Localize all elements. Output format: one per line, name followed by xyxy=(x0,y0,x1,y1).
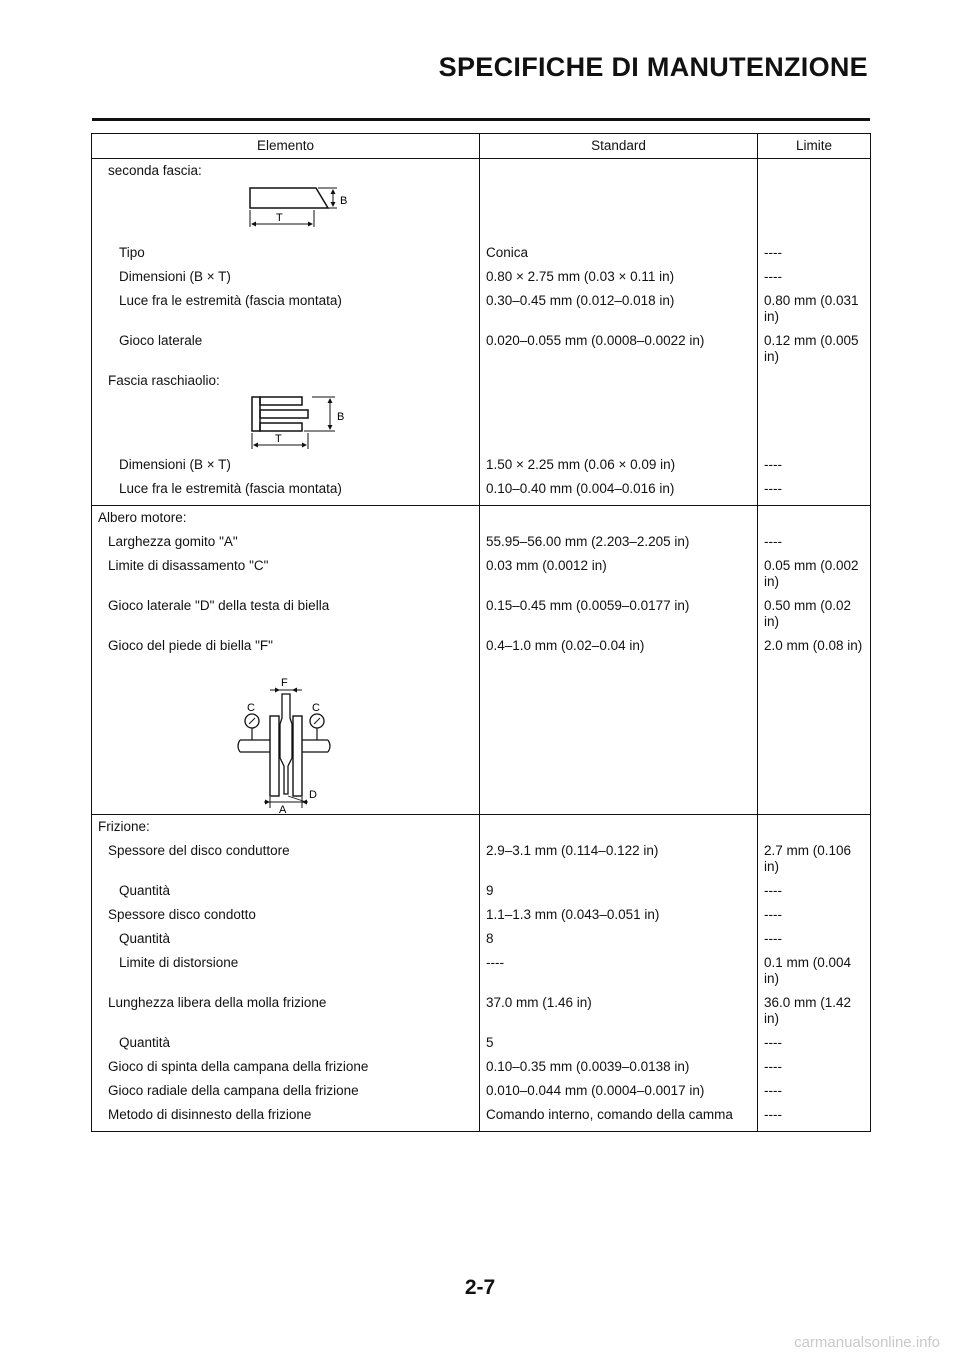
header-standard: Standard xyxy=(480,134,758,159)
clutch-row-item: Quantità xyxy=(119,1035,171,1050)
watermark: carmanualsonline.info xyxy=(794,1334,940,1351)
piston-rings-group xyxy=(92,159,871,506)
clutch-row-standard: ---- xyxy=(486,955,504,970)
crankshaft-row-item: Gioco laterale "D" della testa di biella xyxy=(108,598,330,613)
second-ring-row-item: Gioco laterale xyxy=(119,333,203,348)
second-ring-row-standard: 0.80 × 2.75 mm (0.03 × 0.11 in) xyxy=(486,269,675,284)
crankshaft-limit-column xyxy=(758,506,871,815)
crankshaft-diagram xyxy=(92,674,480,814)
second-ring-row-limit: ---- xyxy=(764,245,782,260)
second-ring-row-limit: ---- xyxy=(764,269,782,284)
oil-ring-row-limit: ---- xyxy=(764,457,782,472)
crankshaft-label-c-right: C xyxy=(312,702,320,714)
clutch-row-limit: 36.0 mm (1.42 in) xyxy=(764,995,852,1026)
second-ring-heading: seconda fascia: xyxy=(108,163,202,178)
second-ring-row-limit: 0.12 mm (0.005 in) xyxy=(764,333,859,364)
oil-ring-heading: Fascia raschiaolio: xyxy=(108,373,220,388)
clutch-row-item: Lunghezza libera della molla frizione xyxy=(108,995,327,1010)
second-ring-row-limit: 0.80 mm (0.031 in) xyxy=(764,293,859,324)
oil-ring-row-item: Luce fra le estremità (fascia montata) xyxy=(119,481,342,496)
header-limit: Limite xyxy=(758,134,871,159)
crankshaft-row-item: Larghezza gomito "A" xyxy=(108,534,238,549)
clutch-row-item: Metodo di disinnesto della frizione xyxy=(108,1107,312,1122)
title-rule xyxy=(92,118,870,121)
second-ring-diagram xyxy=(92,183,480,241)
oil-ring-label-t: T xyxy=(275,433,282,445)
clutch-standard-column xyxy=(480,815,758,1132)
crankshaft-row-standard: 0.03 mm (0.0012 in) xyxy=(486,558,607,573)
clutch-row-standard: 0.010–0.044 mm (0.0004–0.0017 in) xyxy=(486,1083,705,1098)
clutch-limit-column xyxy=(758,815,871,1132)
clutch-row-standard: Comando interno, comando della camma xyxy=(486,1107,733,1122)
clutch-row-limit: ---- xyxy=(764,907,782,922)
crankshaft-row-item: Limite di disassamento "C" xyxy=(108,558,269,573)
clutch-row-item: Quantità xyxy=(119,931,171,946)
maintenance-spec-table xyxy=(91,133,871,1132)
clutch-row-item: Quantità xyxy=(119,883,171,898)
crankshaft-heading: Albero motore: xyxy=(98,510,187,525)
clutch-row-item: Spessore disco condotto xyxy=(108,907,256,922)
crankshaft-standard-column xyxy=(480,506,758,815)
clutch-row-standard: 1.1–1.3 mm (0.043–0.051 in) xyxy=(486,907,660,922)
crankshaft-label-a: A xyxy=(279,804,287,814)
clutch-row-limit: ---- xyxy=(764,931,782,946)
clutch-item-column xyxy=(92,815,480,1132)
header-item: Elemento xyxy=(92,134,480,159)
crankshaft-item-column xyxy=(92,506,480,815)
clutch-row-standard: 0.10–0.35 mm (0.0039–0.0138 in) xyxy=(486,1059,690,1074)
page-title: SPECIFICHE DI MANUTENZIONE xyxy=(438,52,868,82)
clutch-row-item: Spessore del disco conduttore xyxy=(108,843,290,858)
clutch-row-item: Limite di distorsione xyxy=(119,955,239,970)
crankshaft-row-limit: 0.05 mm (0.002 in) xyxy=(764,558,859,589)
clutch-row-limit: ---- xyxy=(764,1035,782,1050)
table-header-row xyxy=(92,134,871,159)
oil-ring-diagram xyxy=(92,393,480,453)
crankshaft-row-limit: ---- xyxy=(764,534,782,549)
clutch-row-standard: 2.9–3.1 mm (0.114–0.122 in) xyxy=(486,843,659,858)
crankshaft-row-item: Gioco del piede di biella "F" xyxy=(108,638,273,653)
crankshaft-row-standard: 55.95–56.00 mm (2.203–2.205 in) xyxy=(486,534,690,549)
second-ring-row-standard: Conica xyxy=(486,245,529,260)
oil-ring-row-item: Dimensioni (B × T) xyxy=(119,457,231,472)
clutch-row-standard: 9 xyxy=(486,883,494,898)
crankshaft-label-d: D xyxy=(309,789,317,801)
crankshaft-row-limit: 0.50 mm (0.02 in) xyxy=(764,598,852,629)
clutch-row-item: Gioco di spinta della campana della frizione xyxy=(108,1059,369,1074)
oil-ring-row-standard: 0.10–0.40 mm (0.004–0.016 in) xyxy=(486,481,675,496)
piston-rings-standard-column xyxy=(480,159,758,506)
clutch-row-limit: 0.1 mm (0.004 in) xyxy=(764,955,852,986)
second-ring-row-standard: 0.30–0.45 mm (0.012–0.018 in) xyxy=(486,293,675,308)
clutch-row-item: Gioco radiale della campana della frizione xyxy=(108,1083,359,1098)
second-ring-label-t: T xyxy=(276,212,283,224)
crankshaft-label-c-left: C xyxy=(247,702,255,714)
oil-ring-row-standard: 1.50 × 2.25 mm (0.06 × 0.09 in) xyxy=(486,457,676,472)
clutch-row-standard: 37.0 mm (1.46 in) xyxy=(486,995,592,1010)
crankshaft-group xyxy=(92,506,871,815)
clutch-row-limit: ---- xyxy=(764,883,782,898)
clutch-row-limit: ---- xyxy=(764,1107,782,1122)
page-number: 2-7 xyxy=(464,1276,496,1299)
clutch-heading: Frizione: xyxy=(98,819,150,834)
crankshaft-row-standard: 0.15–0.45 mm (0.0059–0.0177 in) xyxy=(486,598,690,613)
second-ring-row-item: Tipo xyxy=(119,245,145,260)
oil-ring-row-limit: ---- xyxy=(764,481,782,496)
second-ring-label-b: B xyxy=(340,195,348,207)
second-ring-row-standard: 0.020–0.055 mm (0.0008–0.0022 in) xyxy=(486,333,705,348)
clutch-row-limit: 2.7 mm (0.106 in) xyxy=(764,843,852,874)
second-ring-row-item: Dimensioni (B × T) xyxy=(119,269,231,284)
oil-ring-label-b: B xyxy=(337,411,345,423)
clutch-row-limit: ---- xyxy=(764,1083,782,1098)
second-ring-row-item: Luce fra le estremità (fascia montata) xyxy=(119,293,342,308)
crankshaft-label-f: F xyxy=(281,677,288,689)
clutch-row-standard: 8 xyxy=(486,931,494,946)
crankshaft-row-limit: 2.0 mm (0.08 in) xyxy=(764,638,863,653)
clutch-group xyxy=(92,815,871,1132)
clutch-row-limit: ---- xyxy=(764,1059,782,1074)
piston-rings-limit-column xyxy=(758,159,871,506)
piston-rings-item-column xyxy=(92,159,480,506)
clutch-row-standard: 5 xyxy=(486,1035,494,1050)
crankshaft-row-standard: 0.4–1.0 mm (0.02–0.04 in) xyxy=(486,638,645,653)
